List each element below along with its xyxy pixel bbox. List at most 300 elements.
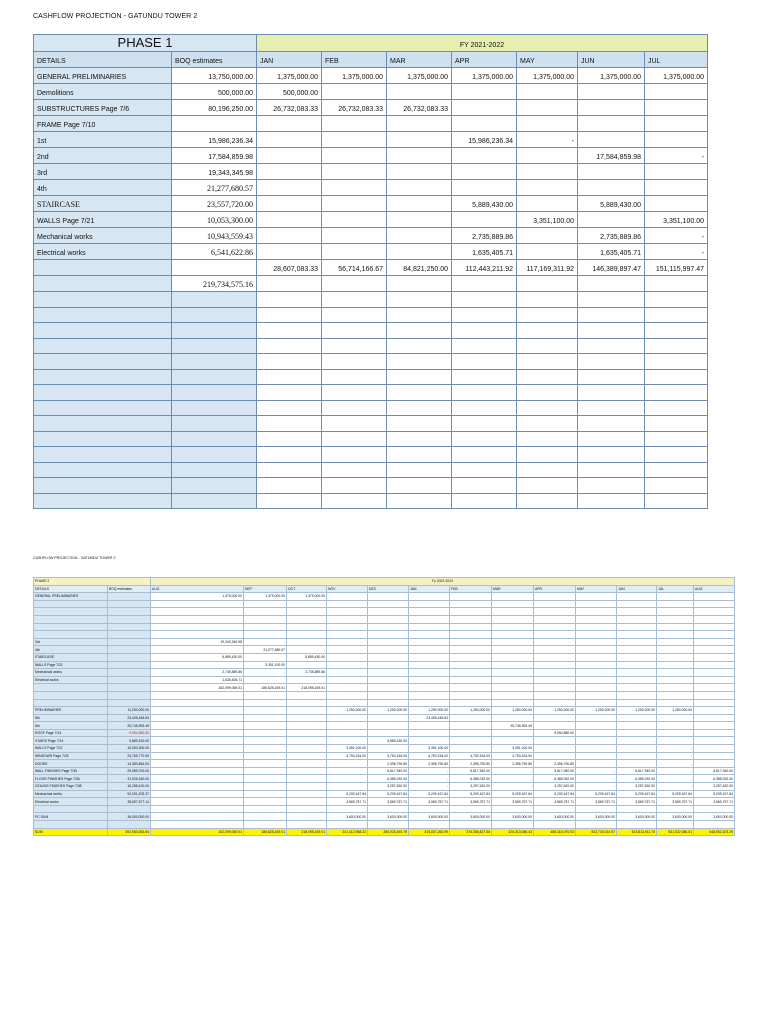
table-row <box>34 164 708 180</box>
month-value <box>617 600 657 608</box>
row-label: STAIRCASE <box>34 653 108 661</box>
month-value <box>617 760 657 768</box>
month-value <box>287 775 327 783</box>
month-value <box>327 615 368 623</box>
boq-estimate: 36,000,000.00 <box>108 813 151 821</box>
row-label: DOORS <box>34 760 108 768</box>
table-row <box>34 148 708 164</box>
empty-cell <box>34 493 172 509</box>
empty-cell <box>452 431 517 447</box>
month-value <box>387 116 452 132</box>
month-value <box>151 737 244 745</box>
month-value <box>244 775 287 783</box>
month-value: 1,375,000.00 <box>151 593 244 601</box>
empty-cell <box>387 478 452 494</box>
month-value <box>244 729 287 737</box>
month-value <box>151 615 244 623</box>
month-value: - <box>657 760 694 768</box>
empty-cell <box>172 307 257 323</box>
empty-cell <box>578 478 645 494</box>
empty-cell <box>452 369 517 385</box>
month-value <box>244 691 287 699</box>
month-value <box>517 100 578 116</box>
month-value <box>368 653 409 661</box>
month-value <box>576 691 617 699</box>
month-value <box>578 116 645 132</box>
month-value <box>450 631 492 639</box>
empty-row <box>34 323 708 339</box>
month-value: 523,813,911.75 <box>617 828 657 836</box>
month-value <box>694 707 735 715</box>
month-value: 1,375,000.00 <box>257 68 322 84</box>
month-value <box>578 276 645 292</box>
month-value <box>327 714 368 722</box>
month-value <box>450 615 492 623</box>
month-value <box>327 729 368 737</box>
month-value <box>450 669 492 677</box>
month-value <box>327 722 368 730</box>
month-value <box>409 669 450 677</box>
boq-estimate: 15,986,236.34 <box>172 132 257 148</box>
month-value: 4,753,154.00 <box>409 752 450 760</box>
month-value <box>287 615 327 623</box>
month-value <box>151 783 244 791</box>
month-value: - <box>409 767 450 775</box>
month-value <box>327 821 368 829</box>
empty-cell <box>257 385 322 401</box>
empty-cell <box>578 431 645 447</box>
month-value: 1,250,000.00 <box>576 707 617 715</box>
month-value <box>450 699 492 707</box>
boq-estimate: 9,054,880.00 <box>108 729 151 737</box>
column-header: FEB <box>450 585 492 593</box>
empty-cell <box>257 338 322 354</box>
month-value <box>578 84 645 100</box>
boq-estimate: 10,053,300.00 <box>108 745 151 753</box>
column-header: APR <box>452 52 517 68</box>
table-row <box>34 228 708 244</box>
empty-row <box>34 431 708 447</box>
month-value <box>694 615 735 623</box>
month-value <box>327 593 368 601</box>
month-value <box>517 116 578 132</box>
table-row <box>34 276 708 292</box>
month-value <box>287 760 327 768</box>
empty-cell <box>578 493 645 509</box>
month-value <box>645 132 708 148</box>
empty-cell <box>452 385 517 401</box>
month-value: 1,250,000.00 <box>409 707 450 715</box>
month-value: 5,889,430.00 <box>368 737 409 745</box>
month-value <box>387 132 452 148</box>
row-label <box>34 684 108 692</box>
month-value: - <box>657 775 694 783</box>
table-row <box>34 691 735 699</box>
month-value <box>534 676 576 684</box>
month-value <box>409 729 450 737</box>
month-value <box>657 684 694 692</box>
month-value <box>645 100 708 116</box>
month-value <box>450 608 492 616</box>
month-value <box>327 646 368 654</box>
boq-estimate <box>108 631 151 639</box>
month-value <box>576 593 617 601</box>
month-value <box>368 623 409 631</box>
month-value <box>257 196 322 212</box>
month-value: 5,209,167.84 <box>617 790 657 798</box>
month-value <box>576 676 617 684</box>
empty-cell <box>517 400 578 416</box>
boq-estimate: 35,697,577.14 <box>108 798 151 806</box>
boq-estimate: 52,091,678.37 <box>108 790 151 798</box>
month-value: 3,600,000.00 <box>694 813 735 821</box>
empty-cell <box>34 338 172 354</box>
phase2-title: PHASE 2 <box>34 578 151 586</box>
month-value: 26,732,083.33 <box>257 100 322 116</box>
month-value: - <box>657 745 694 753</box>
month-value <box>576 669 617 677</box>
boq-estimate: 10,943,559.43 <box>172 228 257 244</box>
month-value: - <box>645 228 708 244</box>
boq-estimate: 17,584,859.98 <box>172 148 257 164</box>
empty-cell <box>257 292 322 308</box>
month-value <box>244 813 287 821</box>
empty-cell <box>322 323 387 339</box>
month-value <box>327 631 368 639</box>
boq-estimate: 5,889,430.00 <box>108 737 151 745</box>
month-value <box>576 615 617 623</box>
month-value <box>657 714 694 722</box>
row-label: STAIRS Page 7/14 <box>34 737 108 745</box>
month-value <box>492 623 534 631</box>
row-label: FRAME Page 7/10 <box>34 116 172 132</box>
month-value <box>287 783 327 791</box>
month-value <box>534 608 576 616</box>
month-value <box>257 180 322 196</box>
empty-cell <box>257 323 322 339</box>
month-value: - <box>657 783 694 791</box>
empty-cell <box>34 292 172 308</box>
month-value <box>578 164 645 180</box>
boq-estimate <box>108 600 151 608</box>
month-value <box>492 608 534 616</box>
month-value <box>452 180 517 196</box>
month-value <box>492 714 534 722</box>
month-value: 117,169,311.92 <box>517 260 578 276</box>
month-value: 3,600,000.00 <box>327 813 368 821</box>
column-header-row <box>34 52 708 68</box>
boq-estimate <box>108 661 151 669</box>
month-value <box>287 691 327 699</box>
empty-cell <box>257 478 322 494</box>
row-label: CEILING FINISHES Page 7/38 <box>34 783 108 791</box>
month-value <box>492 653 534 661</box>
empty-cell <box>34 369 172 385</box>
month-value <box>517 148 578 164</box>
empty-cell <box>452 400 517 416</box>
month-value <box>287 600 327 608</box>
empty-cell <box>645 323 708 339</box>
month-value <box>287 737 327 745</box>
month-value <box>576 699 617 707</box>
month-value <box>657 805 694 813</box>
month-value <box>694 638 735 646</box>
row-label <box>34 691 108 699</box>
row-label: SUBSTRUCTURES Page 7/6 <box>34 100 172 116</box>
month-value <box>452 276 517 292</box>
month-value <box>244 608 287 616</box>
table-row <box>34 745 735 753</box>
month-value: 488,316,070.03 <box>534 828 576 836</box>
table-row <box>34 729 735 737</box>
empty-cell <box>34 307 172 323</box>
table-row <box>34 714 735 722</box>
row-label: 1st <box>34 132 172 148</box>
month-value <box>452 84 517 100</box>
empty-cell <box>172 369 257 385</box>
month-value <box>657 615 694 623</box>
month-value <box>694 669 735 677</box>
month-value <box>287 745 327 753</box>
empty-cell <box>34 323 172 339</box>
month-value <box>322 132 387 148</box>
empty-cell <box>645 338 708 354</box>
month-value <box>257 164 322 180</box>
month-value <box>576 714 617 722</box>
boq-estimate: 23,557,720.00 <box>172 196 257 212</box>
column-header: BOQ estimates <box>108 585 151 593</box>
empty-row <box>34 292 708 308</box>
month-value <box>368 676 409 684</box>
empty-cell <box>387 338 452 354</box>
row-label: 3rd <box>34 164 172 180</box>
month-value: 4,753,154.00 <box>492 752 534 760</box>
row-label: 6th <box>34 722 108 730</box>
month-value <box>694 805 735 813</box>
row-label: WALLS Page 7/21 <box>34 745 108 753</box>
month-value <box>368 600 409 608</box>
month-value <box>450 600 492 608</box>
month-value: 1,635,405.71 <box>151 676 244 684</box>
row-label <box>34 821 108 829</box>
boq-estimate: 219,734,575.16 <box>172 276 257 292</box>
empty-cell <box>172 338 257 354</box>
table-row <box>34 813 735 821</box>
month-value <box>244 790 287 798</box>
boq-estimate <box>108 638 151 646</box>
row-label: Mechanical works <box>34 669 108 677</box>
month-value <box>617 608 657 616</box>
empty-cell <box>322 307 387 323</box>
month-value <box>322 148 387 164</box>
month-value <box>534 653 576 661</box>
table-row <box>34 180 708 196</box>
month-value <box>657 661 694 669</box>
empty-cell <box>645 307 708 323</box>
table-row <box>34 767 735 775</box>
boq-estimate: 14,383,854.00 <box>108 760 151 768</box>
empty-cell <box>322 400 387 416</box>
month-value: 28,607,083.33 <box>257 260 322 276</box>
empty-row <box>34 462 708 478</box>
row-label <box>34 631 108 639</box>
month-value <box>151 729 244 737</box>
month-value <box>409 699 450 707</box>
month-value: 315,837,260.99 <box>409 828 450 836</box>
month-value: 3,257,620.00 <box>450 783 492 791</box>
month-value: 17,584,859.98 <box>578 148 645 164</box>
boq-estimate: 11,250,000.00 <box>108 707 151 715</box>
empty-cell <box>34 447 172 463</box>
table-row <box>34 661 735 669</box>
month-value <box>534 623 576 631</box>
month-value: 1,375,000.00 <box>244 593 287 601</box>
month-value <box>452 212 517 228</box>
month-value <box>409 805 450 813</box>
empty-cell <box>578 400 645 416</box>
month-value <box>534 691 576 699</box>
month-value <box>409 821 450 829</box>
boq-estimate <box>108 608 151 616</box>
month-value: 3,351,100.00 <box>645 212 708 228</box>
empty-cell <box>452 416 517 432</box>
month-value: 5,209,167.84 <box>492 790 534 798</box>
month-value <box>534 661 576 669</box>
row-label <box>34 276 172 292</box>
month-value <box>257 228 322 244</box>
month-value: - <box>576 775 617 783</box>
month-value <box>244 699 287 707</box>
month-value <box>452 116 517 132</box>
month-value: 1,635,405.71 <box>452 244 517 260</box>
row-label: WALLS Page 7/21 <box>34 212 172 228</box>
month-value <box>368 684 409 692</box>
month-value <box>409 684 450 692</box>
month-value: 26,732,083.33 <box>387 100 452 116</box>
empty-row <box>34 307 708 323</box>
month-value: 3,569,757.71 <box>657 798 694 806</box>
empty-cell <box>452 292 517 308</box>
month-value: 112,443,211.92 <box>452 260 517 276</box>
empty-cell <box>34 431 172 447</box>
month-value: 2,735,889.86 <box>452 228 517 244</box>
month-value <box>694 653 735 661</box>
empty-cell <box>645 431 708 447</box>
month-value <box>517 244 578 260</box>
phase2-fiscal-year: Fy 2022-2023 <box>151 578 735 586</box>
month-value <box>617 631 657 639</box>
month-value: 3,569,757.71 <box>409 798 450 806</box>
month-value: 1,635,405.71 <box>578 244 645 260</box>
column-header: AUG <box>151 585 244 593</box>
month-value <box>450 623 492 631</box>
month-value <box>694 623 735 631</box>
month-value <box>151 813 244 821</box>
empty-cell <box>517 431 578 447</box>
month-value <box>368 646 409 654</box>
month-value <box>617 684 657 692</box>
month-value <box>287 707 327 715</box>
empty-cell <box>452 478 517 494</box>
row-label: GENERAL PRELIMINARIES <box>34 593 108 601</box>
month-value <box>534 805 576 813</box>
empty-cell <box>172 292 257 308</box>
month-value <box>257 132 322 148</box>
month-value <box>617 745 657 753</box>
empty-cell <box>452 323 517 339</box>
month-value <box>576 760 617 768</box>
month-value: 5,209,167.84 <box>450 790 492 798</box>
month-value <box>287 722 327 730</box>
month-value: 500,000.00 <box>257 84 322 100</box>
month-value: - <box>287 646 327 654</box>
month-value <box>327 760 368 768</box>
month-value <box>492 669 534 677</box>
month-value <box>492 737 534 745</box>
month-value: 218,095,169.01 <box>287 684 327 692</box>
table-row <box>34 68 708 84</box>
month-value <box>617 638 657 646</box>
month-value: 3,600,000.00 <box>534 813 576 821</box>
month-value <box>492 600 534 608</box>
empty-cell <box>34 385 172 401</box>
month-value <box>287 631 327 639</box>
month-value <box>694 722 735 730</box>
table-row <box>34 676 735 684</box>
empty-cell <box>517 354 578 370</box>
month-value: 1,250,000.00 <box>657 707 694 715</box>
month-value <box>368 729 409 737</box>
row-label <box>34 600 108 608</box>
empty-cell <box>517 385 578 401</box>
table-row <box>34 790 735 798</box>
month-value <box>409 600 450 608</box>
month-value: - <box>244 638 287 646</box>
month-value: 1,250,000.00 <box>327 707 368 715</box>
row-label <box>34 608 108 616</box>
month-value <box>151 760 244 768</box>
month-value: 146,389,897.47 <box>578 260 645 276</box>
month-value <box>492 638 534 646</box>
month-value <box>151 745 244 753</box>
month-value <box>409 646 450 654</box>
empty-cell <box>517 292 578 308</box>
row-label: 5th <box>34 714 108 722</box>
row-label: GENERAL PRELIMINARIES <box>34 68 172 84</box>
month-value <box>450 661 492 669</box>
month-value: 5,209,167.84 <box>657 790 694 798</box>
month-value <box>617 752 657 760</box>
month-value <box>327 775 368 783</box>
month-value <box>657 631 694 639</box>
month-value: 3,257,620.00 <box>694 783 735 791</box>
month-value <box>517 180 578 196</box>
month-value: - <box>657 752 694 760</box>
row-label: 4th <box>34 180 172 196</box>
month-value <box>617 821 657 829</box>
month-value <box>450 653 492 661</box>
month-value <box>409 593 450 601</box>
empty-cell <box>517 416 578 432</box>
month-value <box>534 615 576 623</box>
month-value <box>151 646 244 654</box>
month-value <box>387 164 452 180</box>
month-value <box>452 100 517 116</box>
table-row <box>34 116 708 132</box>
month-value <box>576 722 617 730</box>
month-value <box>694 646 735 654</box>
month-value <box>492 676 534 684</box>
